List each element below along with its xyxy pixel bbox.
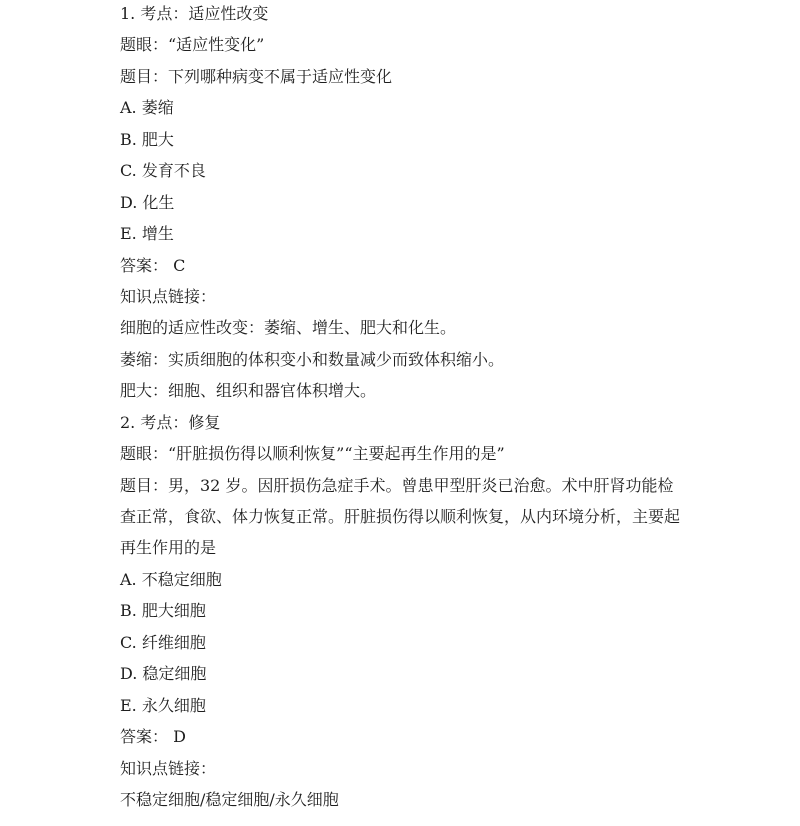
answer: 答案： D xyxy=(120,727,186,747)
option-b: B. 肥大 xyxy=(120,129,174,149)
question-text: 再生作用的是 xyxy=(120,538,217,558)
knowledge-heading: 知识点链接： xyxy=(120,286,217,306)
question-text: 查正常，食欲、体力恢复正常。肝脏损伤得以顺利恢复，从内环境分析，主要起 xyxy=(120,507,681,526)
section-topic: 1. 考点：适应性改变 xyxy=(120,4,269,23)
option-a: A. 萎缩 xyxy=(120,98,174,118)
question-text: 题目：男，32 岁。因肝损伤急症手术。曾患甲型肝炎已治愈。术中肝肾功能检 xyxy=(120,475,674,495)
option-c: C. 发育不良 xyxy=(120,161,206,181)
knowledge-item: 不稳定细胞/稳定细胞/永久细胞 xyxy=(120,789,339,809)
answer: 答案： C xyxy=(120,255,186,275)
key-phrase: 题眼：“适应性变化” xyxy=(120,35,265,55)
knowledge-item: 肥大：细胞、组织和器官体积增大。 xyxy=(120,381,377,401)
knowledge-item: 细胞的适应性改变：萎缩、增生、肥大和化生。 xyxy=(120,318,457,338)
option-b: B. 肥大细胞 xyxy=(120,601,206,621)
document-page xyxy=(120,0,780,815)
knowledge-heading: 知识点链接： xyxy=(120,758,217,778)
option-d: D. 化生 xyxy=(120,192,175,212)
question-text: 题目：下列哪种病变不属于适应性变化 xyxy=(120,66,393,86)
option-e: E. 增生 xyxy=(120,224,174,244)
option-d: D. 稳定细胞 xyxy=(120,664,207,684)
option-a: A. 不稳定细胞 xyxy=(120,569,222,589)
option-c: C. 纤维细胞 xyxy=(120,632,206,652)
section-topic: 2. 考点：修复 xyxy=(120,412,221,432)
option-e: E. 永久细胞 xyxy=(120,695,206,715)
key-phrase: 题眼：“肝脏损伤得以顺利恢复”“主要起再生作用的是” xyxy=(120,444,505,464)
knowledge-item: 萎缩：实质细胞的体积变小和数量减少而致体积缩小。 xyxy=(120,349,505,369)
